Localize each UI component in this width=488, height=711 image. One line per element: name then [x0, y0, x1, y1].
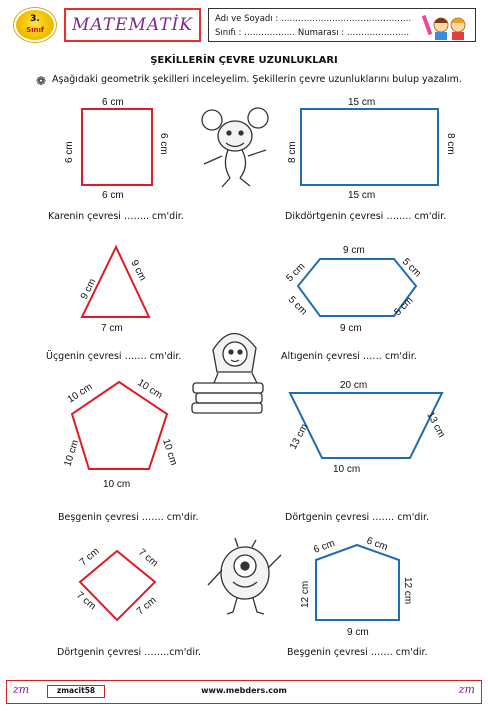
rhombus-label-upper-right: 7 cm: [136, 546, 160, 570]
footer-website-link[interactable]: www.mebders.com: [201, 686, 287, 695]
subject-title: MATEMATİK: [71, 15, 193, 35]
house-pentagon-shape: [316, 545, 399, 620]
worksheet-footer: [6, 680, 482, 704]
pentagon-label-upper-left: 10 cm: [65, 381, 95, 406]
instruction-text: Aşağıdaki geometrik şekilleri inceleyelim. Şekillerin çevre uzunluklarını bulup yazalım.: [52, 74, 462, 85]
hexagon-label-lower-left: 5 cm: [285, 294, 309, 318]
rhombus-label-lower-right: 7 cm: [134, 594, 159, 618]
trapezoid-label-top: 20 cm: [340, 380, 368, 391]
hexagon-label-bottom: 9 cm: [340, 323, 362, 334]
square-label-left: 6 cm: [64, 141, 75, 163]
footer-logo-right: zm: [458, 683, 475, 696]
rhombus-label-lower-left: 7 cm: [74, 589, 98, 613]
hexagon-label-upper-left: 5 cm: [284, 261, 308, 285]
trapezoid-shape: [287, 393, 442, 458]
monster-cartoon-icon: [208, 538, 281, 614]
footer-user-tag: zmacit58: [47, 685, 105, 698]
grade-word: Sınıf: [26, 26, 44, 34]
trapezoid-label-left: 13 cm: [287, 422, 311, 452]
triangle-label-bottom: 7 cm: [101, 323, 123, 334]
hexagon-label-top: 9 cm: [343, 245, 365, 256]
square-label-top: 6 cm: [102, 97, 124, 108]
rectangle-label-right: 8 cm: [445, 133, 456, 155]
question-pentagon: Beşgenin çevresi ……. cm'dir.: [58, 512, 199, 523]
trapezoid-label-bottom: 10 cm: [333, 464, 361, 475]
square-shape: [82, 109, 152, 185]
question-house-pentagon: Beşgenin çevresi ……. cm'dir.: [287, 647, 428, 658]
name-field: Adı ve Soyadı : ……………………………………….: [215, 14, 412, 24]
question-rectangle: Dikdörtgenin çevresi …….. cm'dir.: [285, 211, 447, 222]
question-hexagon: Altıgenin çevresi …… cm'dir.: [281, 351, 417, 362]
pentagon-label-right: 10 cm: [160, 437, 180, 467]
gear-bullet-icon: ❁: [36, 74, 47, 88]
trapezoid-label-right: 13 cm: [424, 410, 447, 440]
rhombus-label-upper-left: 7 cm: [77, 545, 102, 569]
grade-number: 3.: [30, 14, 40, 24]
house-label-left: 12 cm: [300, 580, 311, 608]
pentagon-label-left: 10 cm: [62, 438, 82, 468]
mouse-cartoon-icon: [202, 108, 268, 187]
girl-with-books-icon: [192, 333, 263, 413]
house-label-roof-right: 6 cm: [364, 535, 390, 554]
rectangle-label-left: 8 cm: [287, 141, 298, 163]
question-triangle: Üçgenin çevresi ……. cm'dir.: [46, 351, 182, 362]
hexagon-label-lower-right: 5 cm: [392, 295, 416, 319]
triangle-label-right: 9 cm: [128, 258, 148, 283]
question-rhombus: Dörtgenin çevresi ……..cm'dir.: [57, 647, 202, 658]
square-label-right: 6 cm: [158, 133, 169, 155]
triangle-label-left: 9 cm: [78, 277, 99, 302]
rectangle-label-bottom: 15 cm: [348, 190, 376, 201]
question-trapezoid: Dörtgenin çevresi ……. cm'dir.: [285, 512, 430, 523]
rectangle-label-top: 15 cm: [348, 97, 376, 108]
house-label-roof-left: 6 cm: [312, 538, 337, 556]
worksheet-title: ŞEKİLLERİN ÇEVRE UZUNLUKLARI: [150, 55, 338, 66]
pentagon-label-bottom: 10 cm: [103, 479, 131, 490]
rectangle-shape: [301, 109, 438, 185]
hexagon-label-upper-right: 5 cm: [399, 256, 423, 280]
class-number-field: Sınıfı : ……………… Numarası : ………………….: [215, 28, 410, 38]
square-label-bottom: 6 cm: [102, 190, 124, 201]
pentagon-label-upper-right: 10 cm: [135, 377, 165, 402]
footer-logo-left: zm: [13, 683, 30, 696]
house-label-right: 12 cm: [402, 577, 413, 605]
house-label-bottom: 9 cm: [347, 627, 369, 638]
question-square: Karenin çevresi …….. cm'dir.: [48, 211, 184, 222]
